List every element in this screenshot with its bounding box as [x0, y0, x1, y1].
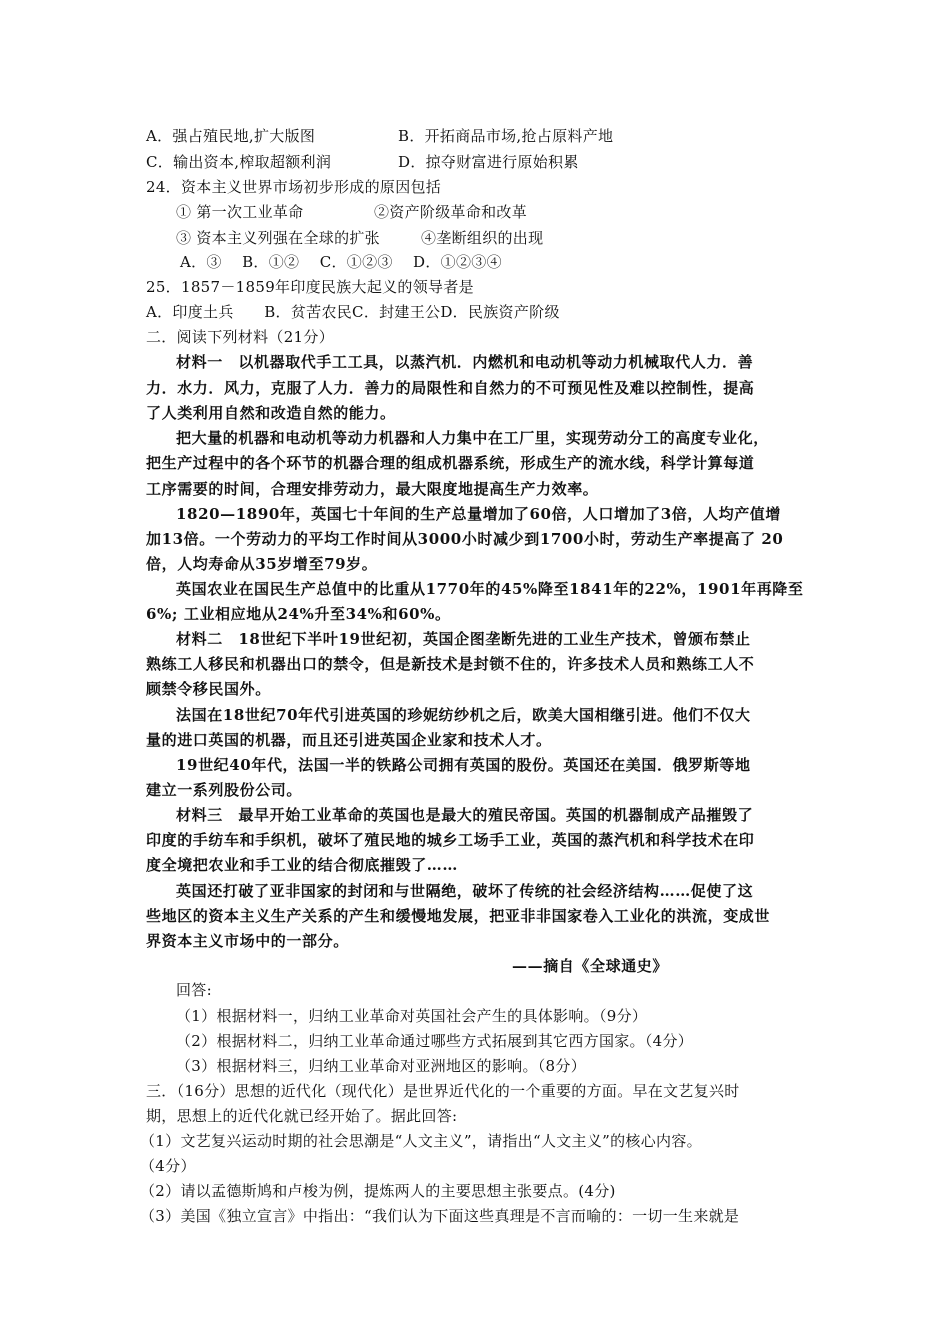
section-2-heading: 二．阅读下列材料（21分） [146, 328, 334, 346]
section-2-question-1: （1）根据材料一，归纳工业革命对英国社会产生的具体影响。（9分） [176, 1007, 648, 1025]
material-1-line: 倍，人均寿命从35岁增至79岁。 [146, 555, 378, 573]
q23-option-d: D．掠夺财富进行原始积累 [398, 153, 579, 171]
material-2-line: 熟练工人移民和机器出口的禁令，但是新技术是封锁不住的，许多技术人员和熟练工人不 [146, 655, 755, 673]
section-3-question-2: （2）请以孟德斯鸠和卢梭为例，提炼两人的主要思想主张要点。(4分) [140, 1182, 616, 1200]
material-1-line: 了人类利用自然和改造自然的能力。 [146, 404, 396, 422]
material-2-line: 量的进口英国的机器，而且还引进英国企业家和技术人才。 [146, 731, 552, 749]
material-1-line: 加13倍。一个劳动力的平均工作时间从3000小时减少到1700小时，劳动生产率提高了 20 [146, 530, 784, 548]
material-2-line: 19世纪40年代，法国一半的铁路公司拥有英国的股份。英国还在美国．俄罗斯等地 [176, 756, 751, 774]
material-1-line: 6%; 工业相应地从24%升至34%和60%。 [146, 605, 451, 623]
q24-item-3: ③ 资本主义列强在全球的扩张 [176, 229, 380, 247]
material-2-line: 顾禁令移民国外。 [146, 680, 271, 698]
section-3-question-1-score: （4分） [140, 1157, 196, 1175]
section-3-question-3: （3）美国《独立宣言》中指出：“我们认为下面这些真理是不言而喻的：一切一生来就是 [140, 1207, 740, 1225]
answer-label: 回答: [176, 981, 212, 999]
section-3-question-1: （1）文艺复兴运动时期的社会思潮是“人文主义”，请指出“人文主义”的核心内容。 [140, 1132, 702, 1150]
q23-option-c: C．输出资本,榨取超额利润 [146, 153, 332, 171]
material-1-line: 工序需要的时间，合理安排劳动力，最大限度地提高生产力效率。 [146, 480, 599, 498]
material-3-line: 材料三 最早开始工业革命的英国也是最大的殖民帝国。英国的机器制成产品摧毁了 [176, 806, 754, 824]
material-3-line: 英国还打破了亚非国家的封闭和与世隔绝，破坏了传统的社会经济结构……促使了这 [176, 882, 754, 900]
q24-item-1: ① 第一次工业革命 [176, 203, 304, 221]
material-1-line: 英国农业在国民生产总值中的比重从1770年的45%降至1841年的22%，1901年再降至 [176, 580, 804, 598]
section-2-question-2: （2）根据材料二，归纳工业革命通过哪些方式拓展到其它西方国家。（4分） [176, 1032, 694, 1050]
material-2-line: 材料二 18世纪下半叶19世纪初，英国企图垄断先进的工业生产技术，曾颁布禁止 [176, 630, 751, 648]
q24-item-2: ②资产阶级革命和改革 [374, 203, 528, 221]
q25-choices: A．印度土兵 B．贫苦农民C．封建王公D．民族资产阶级 [146, 303, 560, 321]
section-3-intro-line-2: 期，思想上的近代化就已经开始了。据此回答: [146, 1107, 458, 1125]
material-3-line: 些地区的资本主义生产关系的产生和缓慢地发展，把亚非非国家卷入工业化的洪流，变成世 [146, 907, 771, 925]
q23-option-a: A．强占殖民地,扩大版图 [146, 127, 316, 145]
q24-item-4: ④垄断组织的出现 [421, 229, 544, 247]
section-2-question-3: （3）根据材料三，归纳工业革命对亚洲地区的影响。（8分） [176, 1057, 586, 1075]
material-3-line: 度全境把农业和手工业的结合彻底摧毁了…… [146, 856, 459, 874]
material-2-line: 建立一系列股份公司。 [146, 781, 303, 799]
material-1-line: 把大量的机器和电动机等动力机器和人力集中在工厂里，实现劳动分工的高度专业化， [176, 429, 769, 447]
material-1-line: 材料一 以机器取代手工工具，以蒸汽机．内燃机和电动机等动力机械取代人力．善 [176, 353, 754, 371]
q23-option-b: B．开拓商品市场,抢占原料产地 [398, 127, 614, 145]
material-1-line: 把生产过程中的各个环节的机器合理的组成机器系统，形成生产的流水线，科学计算每道 [146, 454, 755, 472]
q24-choices: A．③ B．①② C．①②③ D．①②③④ [180, 253, 502, 271]
q24-stem: 24．资本主义世界市场初步形成的原因包括 [146, 178, 442, 196]
q25-stem: 25．1857－1859年印度民族大起义的领导者是 [146, 278, 474, 296]
material-1-line: 力．水力．风力，克服了人力．善力的局限性和自然力的不可预见性及难以控制性，提高 [146, 379, 755, 397]
material-3-line: 界资本主义市场中的一部分。 [146, 932, 349, 950]
material-1-line: 1820—1890年，英国七十年间的生产总量增加了60倍，人口增加了3倍，人均产值增 [176, 505, 782, 523]
source-citation: ——摘自《全球通史》 [512, 957, 669, 975]
section-3-intro-line-1: 三．（16分）思想的近代化（现代化）是世界近代化的一个重要的方面。早在文艺复兴时 [146, 1082, 740, 1100]
material-3-line: 印度的手纺车和手织机，破坏了殖民地的城乡工场手工业，英国的蒸汽机和科学技术在印 [146, 831, 755, 849]
material-2-line: 法国在18世纪70年代引进英国的珍妮纺纱机之后，欧美大国相继引进。他们不仅大 [176, 706, 751, 724]
